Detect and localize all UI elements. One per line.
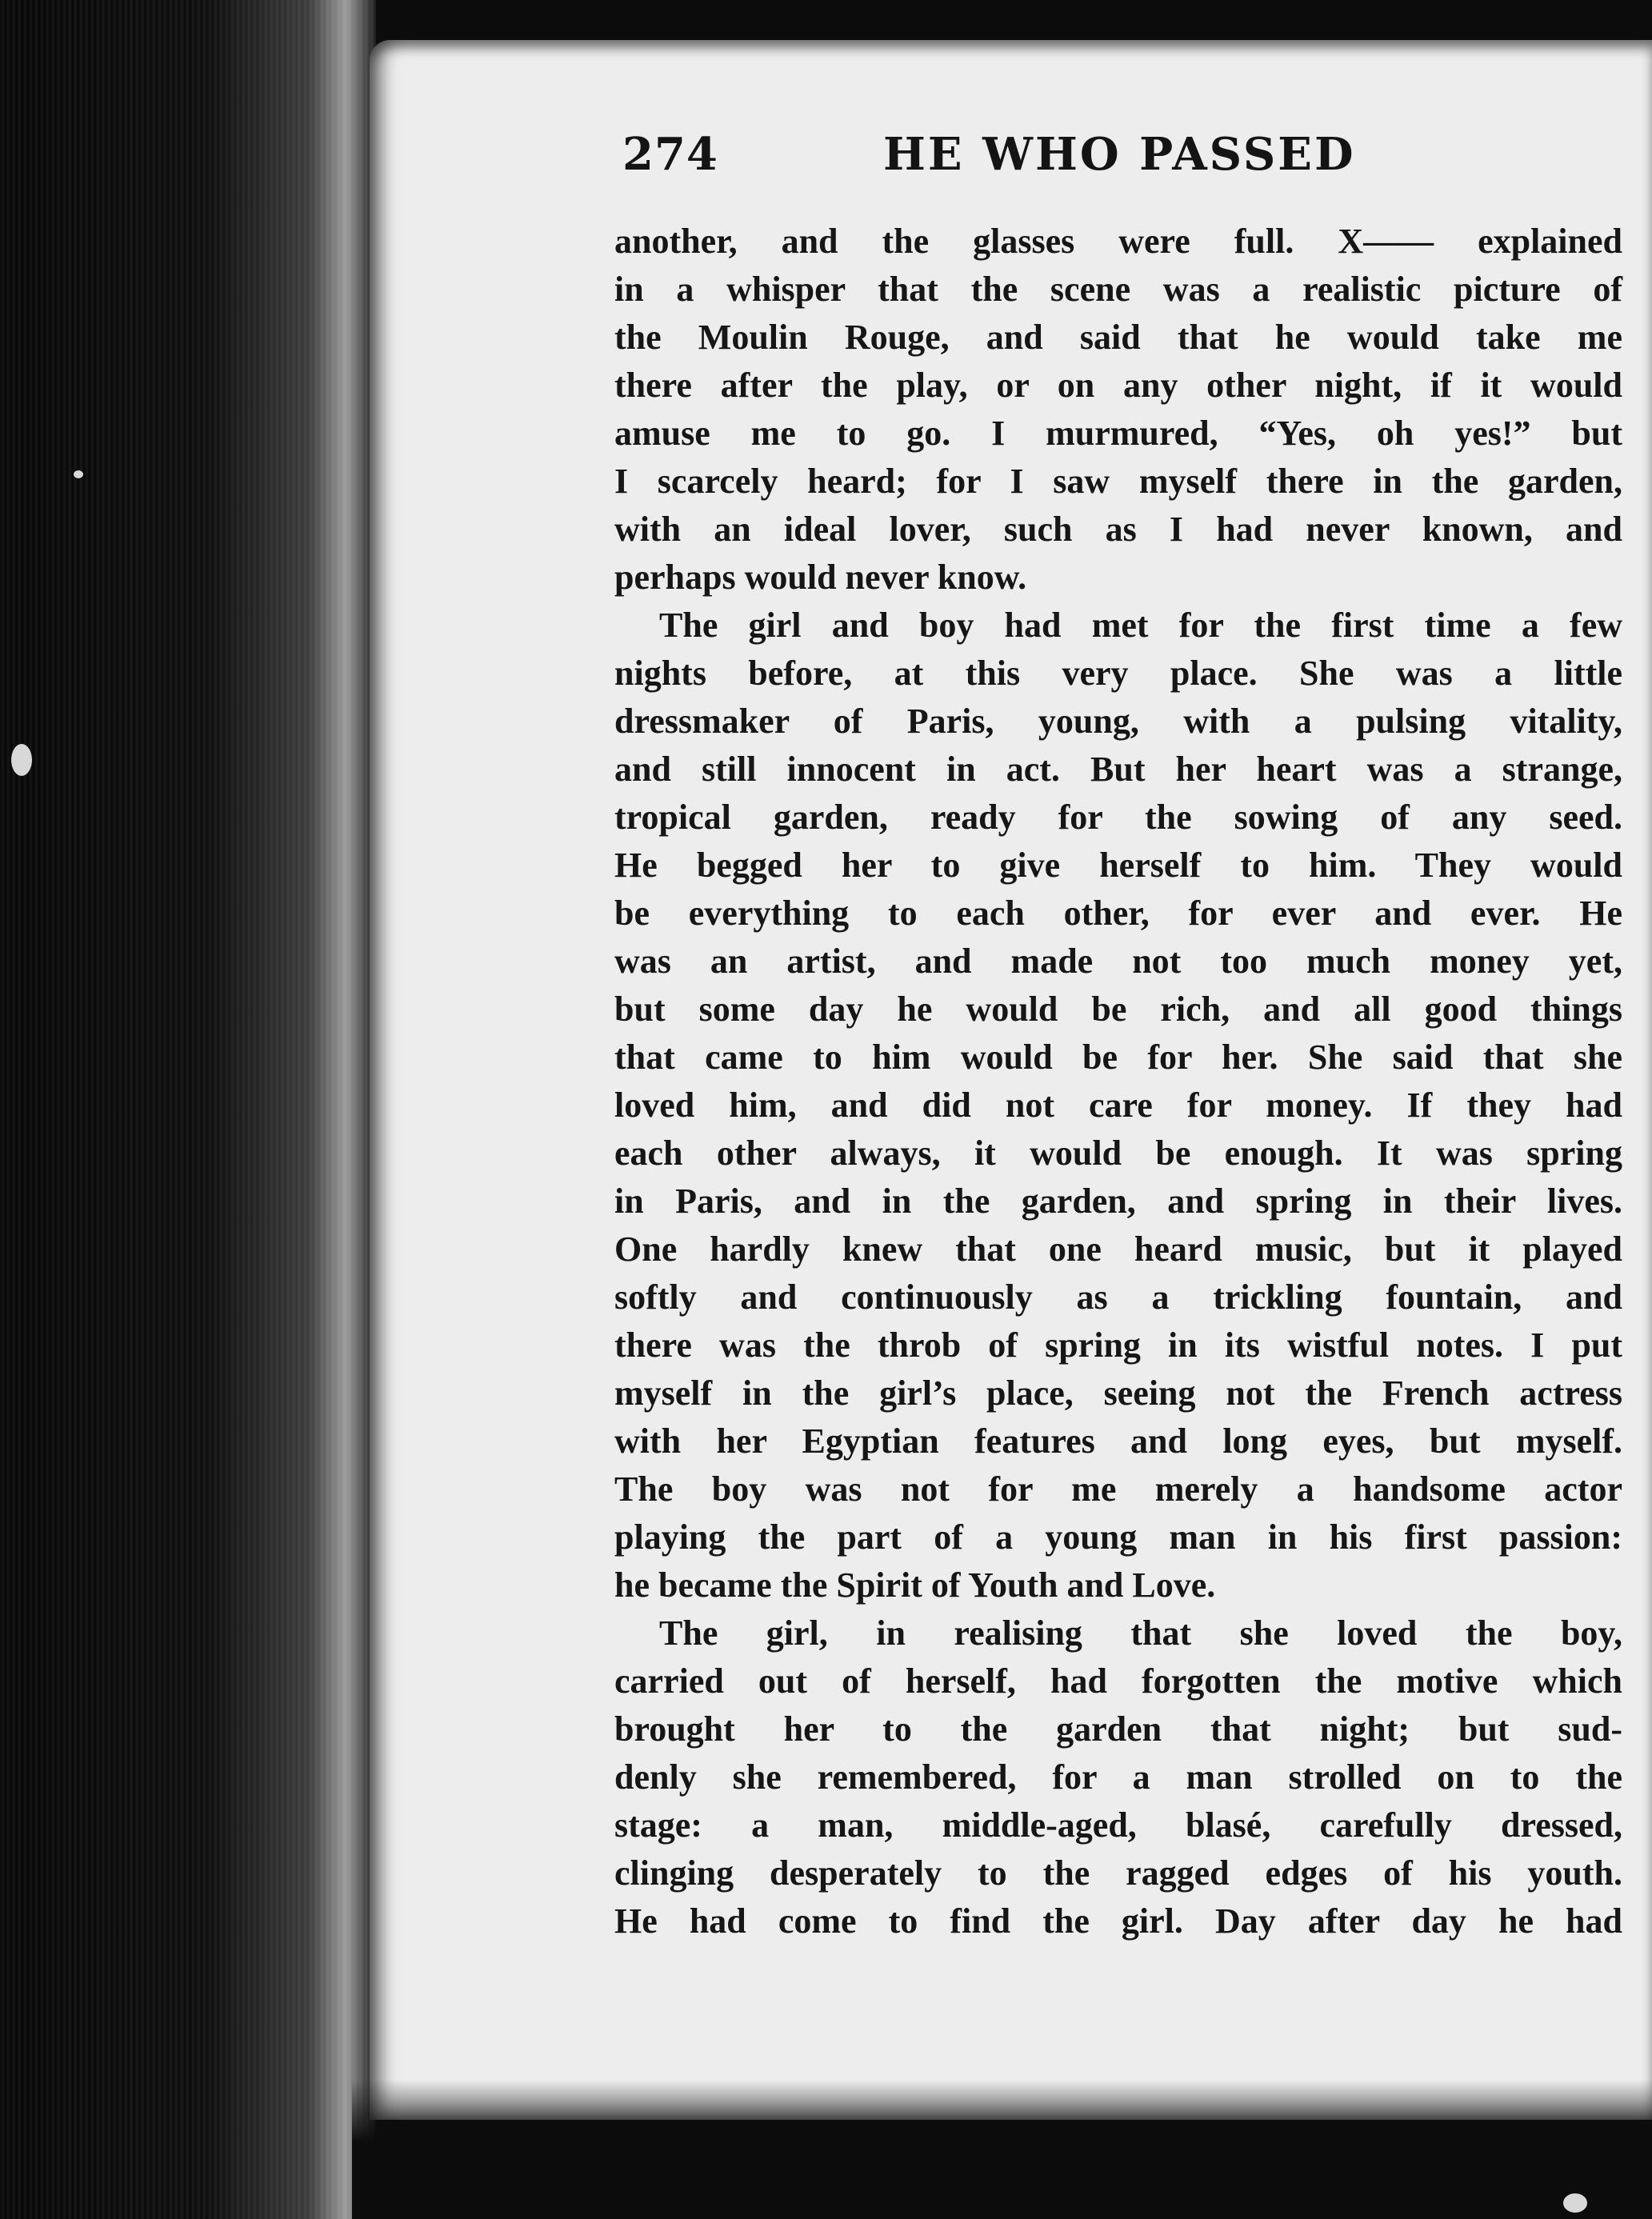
scan-speck	[74, 470, 83, 478]
text-line: the Moulin Rouge, and said that he would take me	[614, 318, 1622, 357]
book-gutter-edge	[0, 0, 376, 2219]
text-line: in a whisper that the scene was a realistic picture of	[614, 270, 1622, 309]
text-line: that came to him would be for her. She said that she	[614, 1038, 1622, 1077]
text-line: each other always, it would be enough. It was spring	[614, 1133, 1622, 1173]
text-line: in Paris, and in the garden, and spring in their lives.	[614, 1181, 1622, 1221]
text-line: was an artist, and made not too much money yet,	[614, 942, 1622, 981]
text-line: stage: a man, middle-aged, blasé, carefully dressed,	[614, 1805, 1622, 1845]
page-number: 274	[622, 128, 718, 181]
running-head-title: HE WHO PASSED	[883, 128, 1356, 181]
body-text	[614, 218, 1622, 1945]
text-line: perhaps would never know.	[614, 558, 1027, 597]
text-line: loved him, and did not care for money. If they had	[614, 1086, 1622, 1125]
page-bottom-shadow	[352, 2080, 1652, 2219]
scan-speck	[11, 744, 32, 776]
text-line: brought her to the garden that night; but sud-	[614, 1709, 1622, 1749]
text-line: The boy was not for me merely a handsome actor	[614, 1469, 1622, 1509]
text-line: denly she remembered, for a man strolled on to the	[614, 1757, 1622, 1797]
text-line: and still innocent in act. But her heart was a strange,	[614, 750, 1622, 789]
text-line: I scarcely heard; for I saw myself there in the garden,	[614, 462, 1622, 501]
text-line: dressmaker of Paris, young, with a pulsing vitality,	[614, 702, 1622, 741]
text-line: be everything to each other, for ever and ever. He	[614, 894, 1622, 933]
text-line: nights before, at this very place. She was a little	[614, 654, 1622, 693]
text-line: amuse me to go. I murmured, “Yes, oh yes!” but	[614, 414, 1622, 453]
text-line: there was the throb of spring in its wistful notes. I put	[614, 1325, 1622, 1365]
text-line: playing the part of a young man in his first passion:	[614, 1517, 1622, 1557]
text-line: but some day he would be rich, and all good things	[614, 990, 1622, 1029]
text-line: with her Egyptian features and long eyes, but myself.	[614, 1421, 1622, 1461]
running-header	[622, 128, 1382, 200]
text-line: clinging desperately to the ragged edges of his youth.	[614, 1853, 1622, 1893]
text-line: He begged her to give herself to him. They would	[614, 846, 1622, 885]
text-line: with an ideal lover, such as I had never known, and	[614, 510, 1622, 549]
text-line: He had come to find the girl. Day after day he had	[614, 1901, 1622, 1941]
text-line: tropical garden, ready for the sowing of any seed.	[614, 798, 1622, 837]
text-line: The girl and boy had met for the first time a few	[659, 606, 1622, 645]
text-line: carried out of herself, had forgotten the motive which	[614, 1661, 1622, 1701]
text-line: another, and the glasses were full. X—— explained	[614, 222, 1622, 261]
text-line: myself in the girl’s place, seeing not the French actress	[614, 1373, 1622, 1413]
scan-speck	[1563, 2193, 1587, 2213]
text-line: softly and continuously as a trickling fountain, and	[614, 1277, 1622, 1317]
text-line: there after the play, or on any other night, if it would	[614, 366, 1622, 405]
text-line: he became the Spirit of Youth and Love.	[614, 1565, 1216, 1605]
text-line: The girl, in realising that she loved the boy,	[659, 1613, 1622, 1653]
text-line: One hardly knew that one heard music, but it played	[614, 1229, 1622, 1269]
